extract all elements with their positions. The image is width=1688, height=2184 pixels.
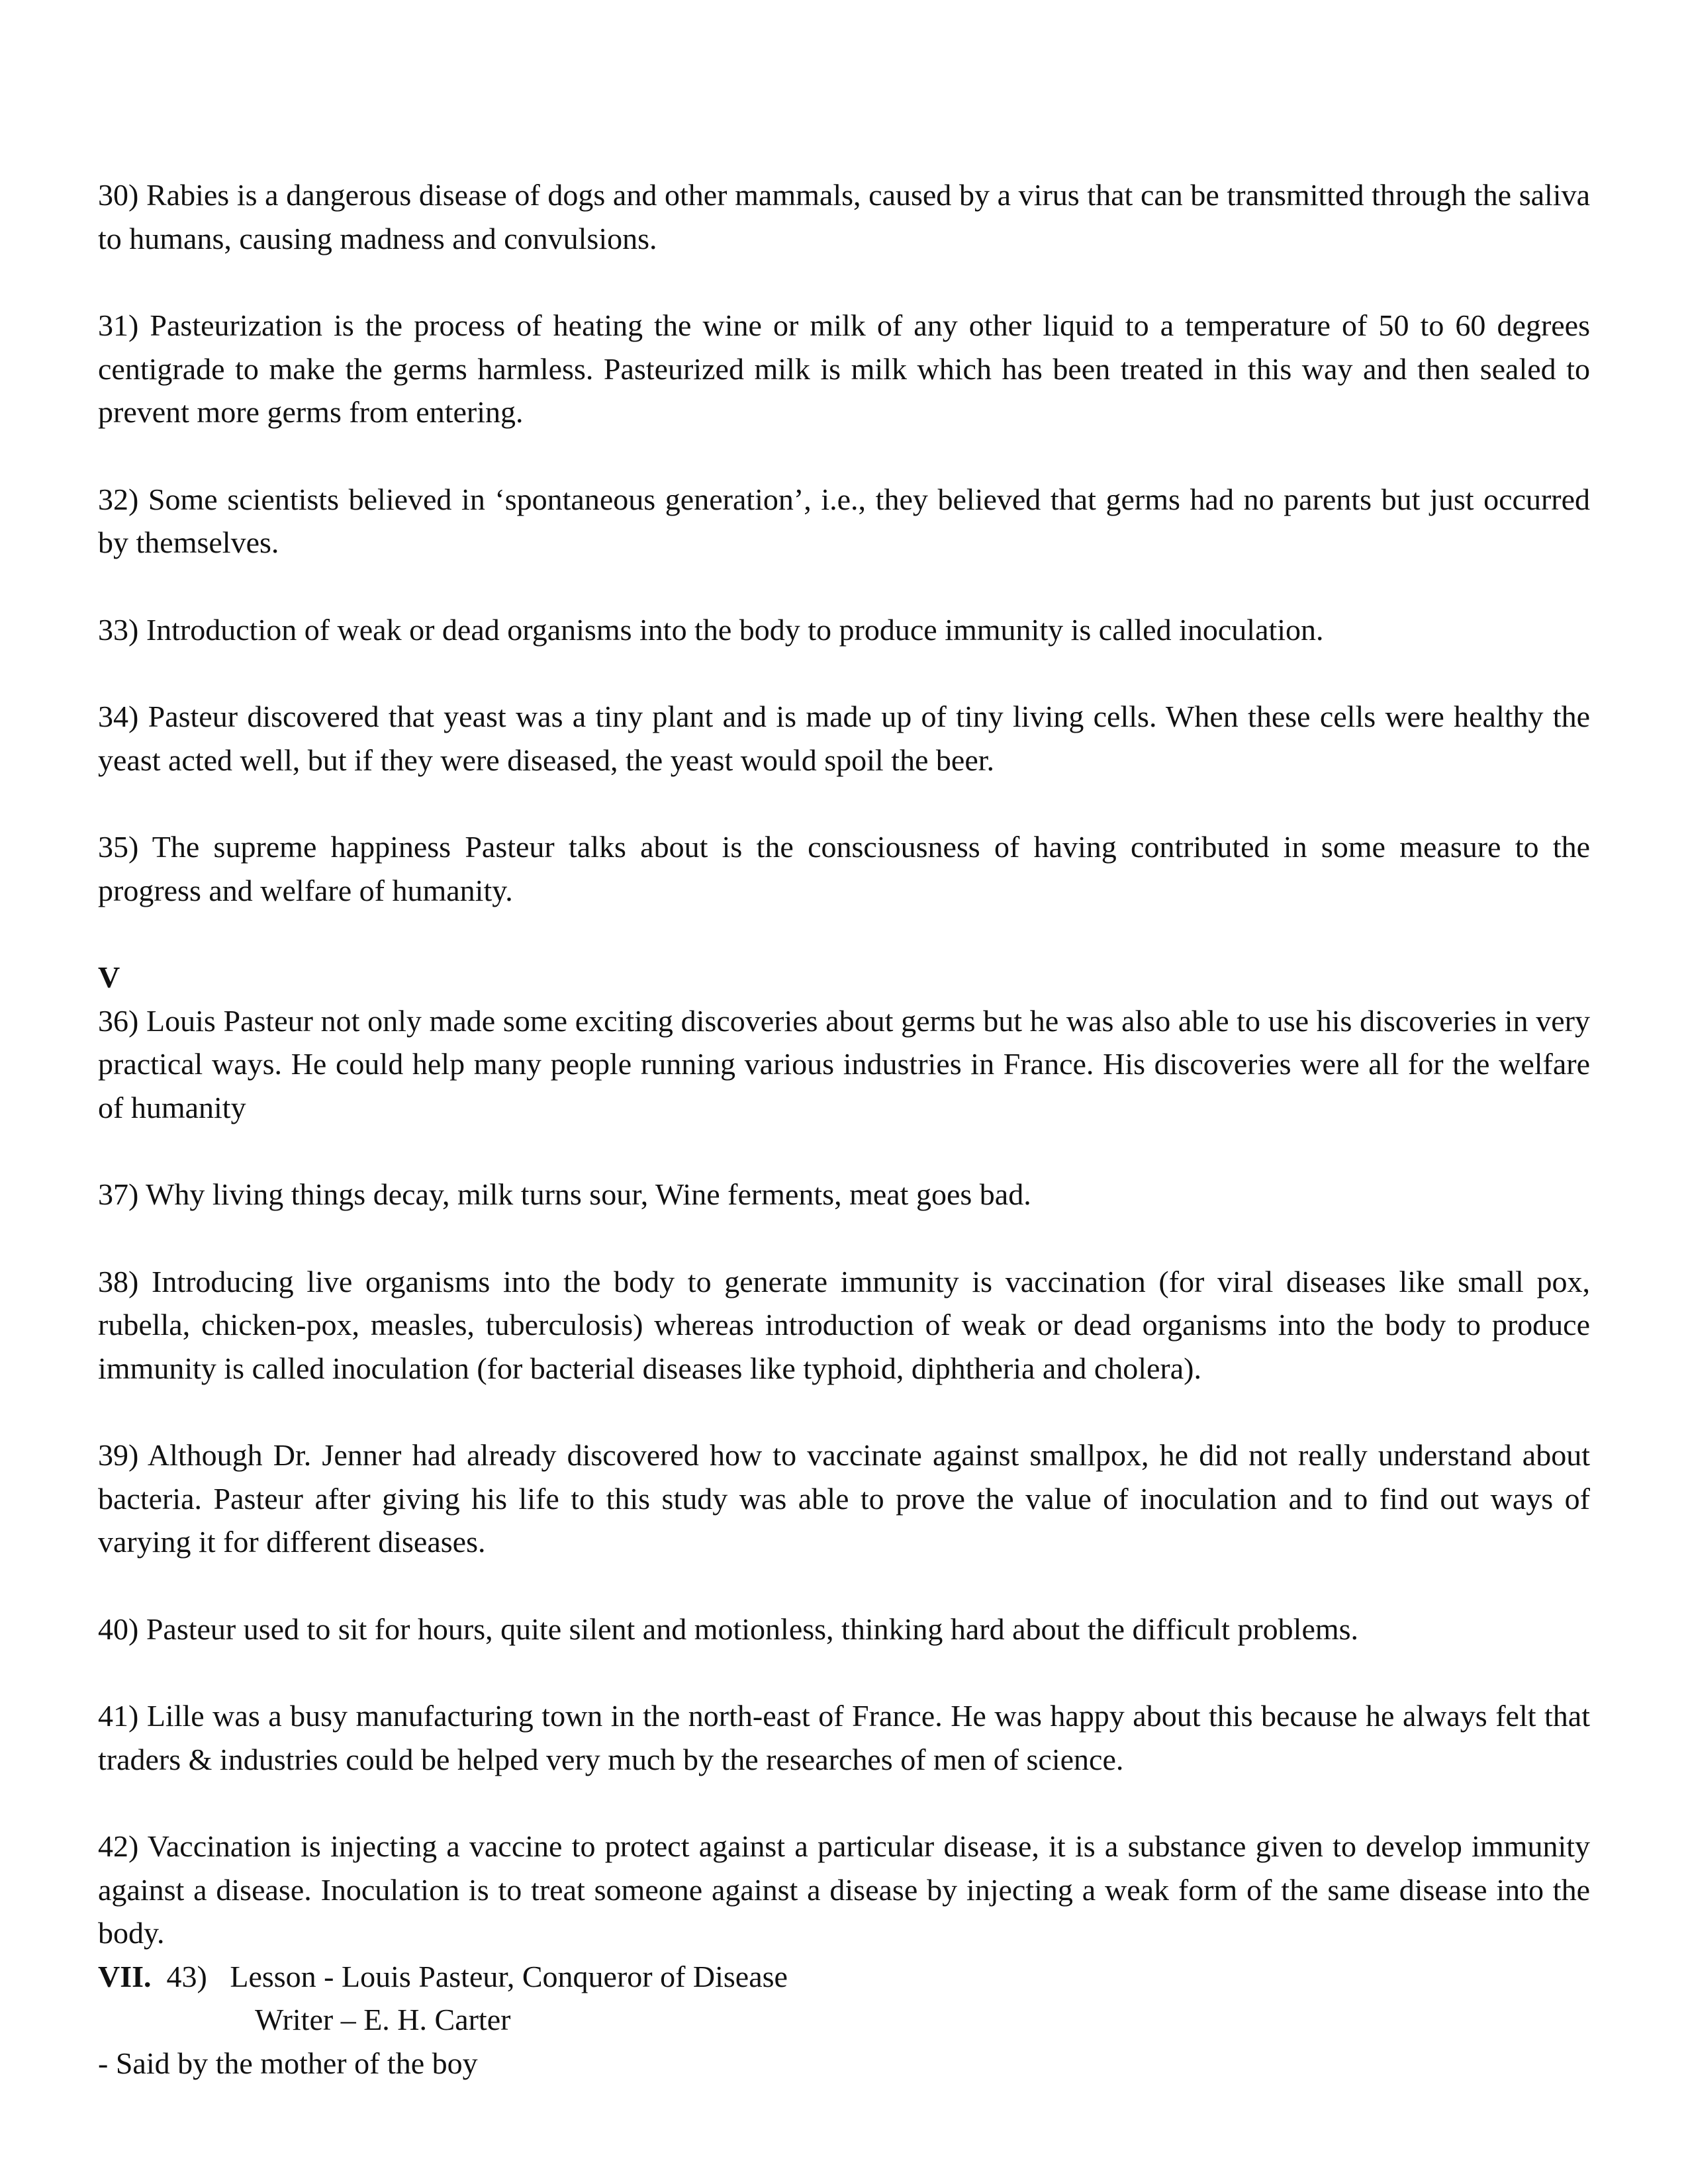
paragraph-30: 30) Rabies is a dangerous disease of dogs and other mammals, caused by a virus that can be transmitted through the saliva to humans, causing madness and convulsions. <box>98 178 1590 255</box>
paragraph-40: 40) Pasteur used to sit for hours, quite silent and motionless, thinking hard about the difficult problems. <box>98 1612 1359 1646</box>
writer-line: Writer – E. H. Carter <box>255 2003 511 2036</box>
said-by-line: - Said by the mother of the boy <box>98 2046 478 2080</box>
section-vii-heading: VII. <box>98 1959 152 1993</box>
paragraph-38: 38) Introducing live organisms into the body to generate immunity is vaccination (for viral diseases like small pox, rubella, chicken-pox, measles, tuberculosis) whereas introduction of weak or dead organisms into the body to produce immunity is called inoculation (for bacterial diseases like typhoid, diphtheria and cholera). <box>98 1264 1590 1385</box>
paragraph-37: 37) Why living things decay, milk turns sour, Wine ferments, meat goes bad. <box>98 1177 1031 1211</box>
paragraph-36: 36) Louis Pasteur not only made some exciting discoveries about germs but he was also able to use his discoveries in very practical ways. He could help many people running various industries in France. His discoveries were all for the welfare of humanity <box>98 1003 1590 1124</box>
section-v-heading: V <box>98 960 120 994</box>
document-page <box>98 173 1590 2085</box>
lesson-title: 43) Lesson - Louis Pasteur, Conqueror of Disease <box>166 1959 788 1993</box>
paragraph-32: 32) Some scientists believed in ‘spontaneous generation’, i.e., they believed that germs had no parents but just occurred by themselves. <box>98 482 1590 559</box>
lesson-line <box>98 1955 1590 1999</box>
paragraph-39: 39) Although Dr. Jenner had already discovered how to vaccinate against smallpox, he did not really understand about bacteria. Pasteur after giving his life to this study was able to prove the value of inoculation and to find out ways of varying it for different diseases. <box>98 1438 1590 1559</box>
paragraph-35: 35) The supreme happiness Pasteur talks about is the consciousness of having contributed in some measure to the progress and welfare of humanity. <box>98 830 1590 907</box>
paragraph-34: 34) Pasteur discovered that yeast was a tiny plant and is made up of tiny living cells. When these cells were healthy the yeast acted well, but if they were diseased, the yeast would spoil the beer. <box>98 700 1590 777</box>
paragraph-33: 33) Introduction of weak or dead organisms into the body to produce immunity is called inoculation. <box>98 612 1324 647</box>
paragraph-31: 31) Pasteurization is the process of heating the wine or milk of any other liquid to a temperature of 50 to 60 degrees centigrade to make the germs harmless. Pasteurized milk is milk which has been treated in this way and then sealed to prevent more germs from entering. <box>98 308 1590 429</box>
paragraph-41: 41) Lille was a busy manufacturing town in the north-east of France. He was happy about this because he always felt that traders & industries could be helped very much by the researches of men of science. <box>98 1699 1590 1776</box>
paragraph-42: 42) Vaccination is injecting a vaccine to protect against a particular disease, it is a substance given to develop immunity against a disease. Inoculation is to treat someone against a disease by injecting a weak form of the same disease into the body. <box>98 1829 1590 1950</box>
